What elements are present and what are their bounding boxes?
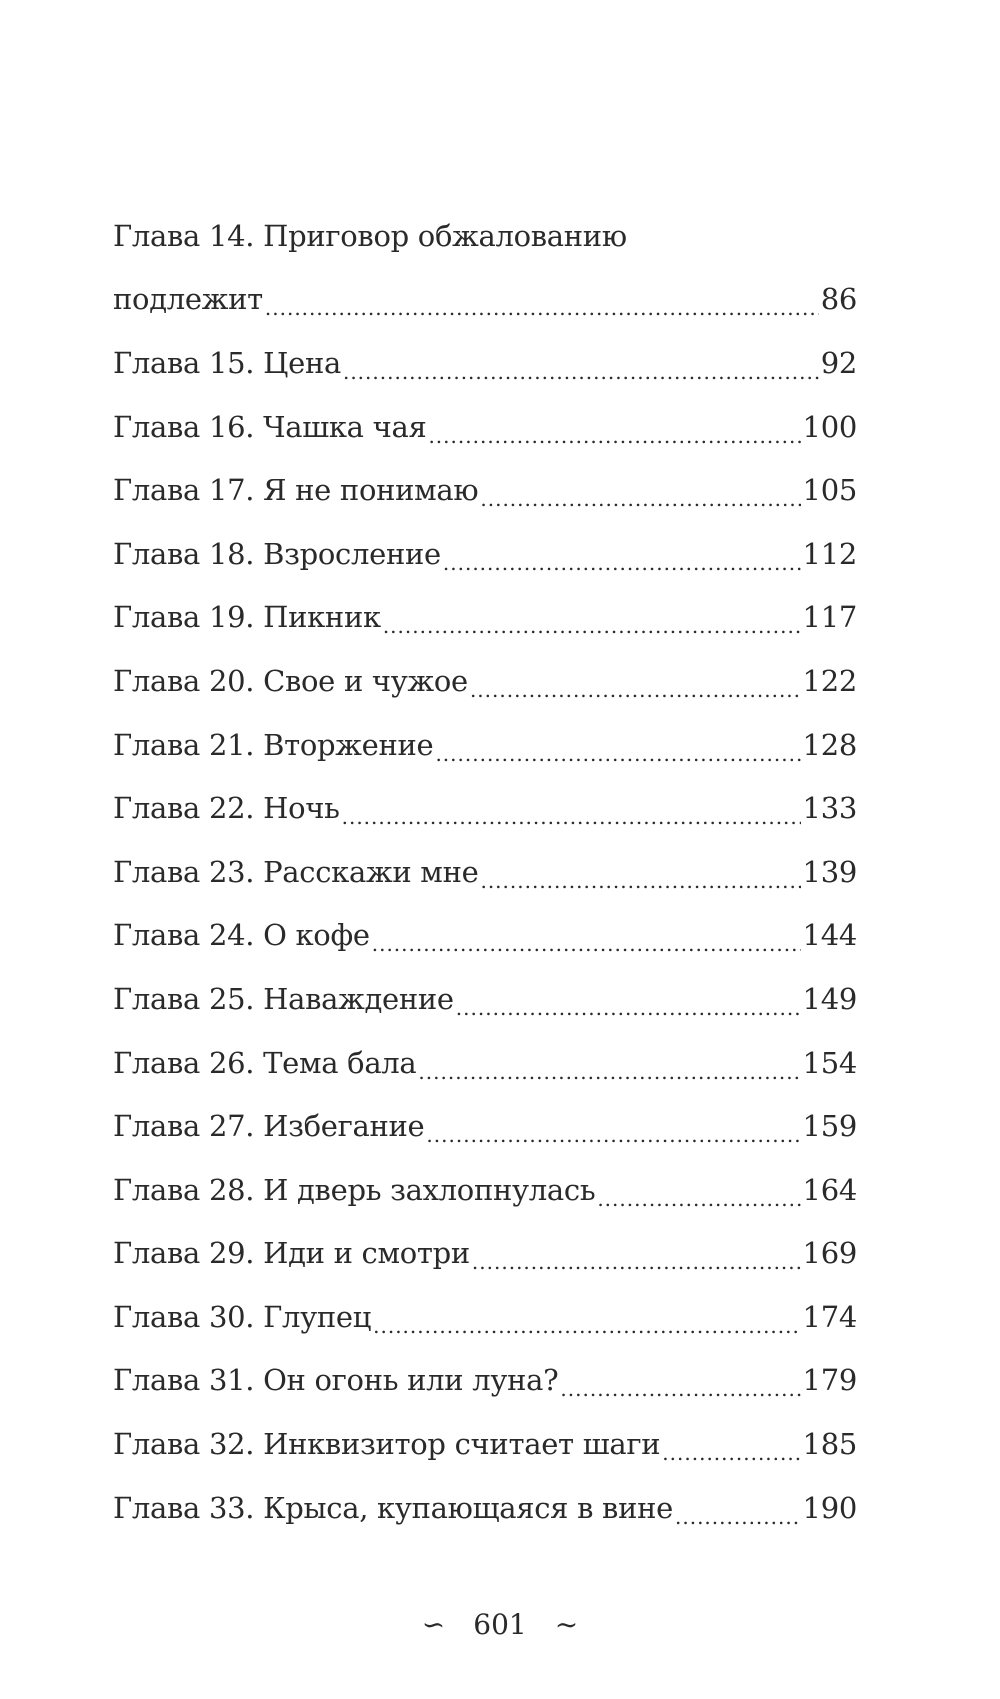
- toc-entry-title: Глава 27. Избегание: [113, 1109, 425, 1144]
- toc-entry-page: 159: [802, 1109, 857, 1144]
- toc-entry: [113, 458, 857, 522]
- toc-entry: [113, 331, 857, 395]
- page-number: 601: [473, 1608, 527, 1641]
- toc-entry: [113, 1031, 857, 1095]
- toc-entry-page: 128: [802, 727, 857, 762]
- dot-leader: [343, 352, 819, 386]
- toc-entry-title: Глава 16. Чашка чая: [113, 409, 427, 444]
- dot-leader: [675, 1497, 801, 1531]
- toc-entry-title: Глава 25. Наваждение: [113, 981, 454, 1016]
- toc-entry-title: Глава 32. Инквизитор считает шаги: [113, 1427, 661, 1462]
- toc-entry-title: Глава 20. Свое и чужое: [113, 663, 468, 698]
- toc-entry-title: Глава 26. Тема бала: [113, 1045, 417, 1080]
- toc-entry: [113, 840, 857, 904]
- toc-entry: [113, 649, 857, 713]
- toc-entry-title: Глава 22. Ночь: [113, 791, 340, 826]
- dot-leader: [426, 1115, 800, 1149]
- toc-entry: [113, 1285, 857, 1349]
- toc-entry-page: 179: [802, 1363, 857, 1398]
- toc-entry-page: 117: [802, 600, 857, 635]
- toc-entry-title: Глава 19. Пикник: [113, 600, 381, 635]
- toc-entry: [113, 395, 857, 459]
- toc-entry: [113, 586, 857, 650]
- toc-entry-title: Глава 31. Он огонь или луна?: [113, 1363, 559, 1398]
- dot-leader: [472, 1242, 801, 1276]
- toc-entry-title: Глава 14. Приговор обжалованию: [113, 218, 627, 253]
- dot-leader: [372, 924, 801, 958]
- toc-entry: [113, 1158, 857, 1222]
- toc-entry-title: Глава 30. Глупец: [113, 1299, 372, 1334]
- dot-leader: [373, 1306, 800, 1340]
- toc-entry-page: 139: [802, 854, 857, 889]
- toc-entry: [113, 967, 857, 1031]
- toc-entry-title: Глава 33. Крыса, купающаяся в вине: [113, 1490, 673, 1525]
- toc-entry-page: 164: [802, 1172, 857, 1207]
- dot-leader: [418, 1052, 800, 1086]
- toc-entry-page: 185: [802, 1427, 857, 1462]
- toc-entry-page: 154: [802, 1045, 857, 1080]
- toc-entry-title: Глава 18. Взросление: [113, 536, 441, 571]
- toc-entry: [113, 1476, 857, 1540]
- dot-leader: [342, 797, 801, 831]
- toc-entry-page: 122: [802, 663, 857, 698]
- toc-entry-title: Глава 17. Я не понимаю: [113, 473, 479, 508]
- toc-entry-page: 174: [802, 1299, 857, 1334]
- toc-entry-title: подлежит: [113, 282, 263, 317]
- toc-entry-page: 190: [802, 1490, 857, 1525]
- toc-entry-page: 92: [820, 345, 857, 380]
- toc-entry-page: 112: [802, 536, 857, 571]
- dot-leader: [265, 288, 819, 322]
- toc-entry-page: 100: [802, 409, 857, 444]
- toc-entry-page: 144: [802, 918, 857, 953]
- page-footer: [0, 1608, 1000, 1641]
- toc-entry-page: 86: [820, 282, 857, 317]
- toc-entry-page: 105: [802, 473, 857, 508]
- toc-entry: [113, 1222, 857, 1286]
- dot-leader: [480, 861, 800, 895]
- toc-entry-title: Глава 21. Вторжение: [113, 727, 434, 762]
- toc-entry: [113, 268, 857, 332]
- dot-leader: [428, 416, 800, 450]
- table-of-contents: [113, 204, 857, 1539]
- toc-entry-title: Глава 15. Цена: [113, 345, 341, 380]
- ornament-right-icon: ∼: [554, 1608, 579, 1641]
- dot-leader: [443, 543, 801, 577]
- ornament-left-icon: ∽: [421, 1608, 446, 1641]
- toc-entry: [113, 1094, 857, 1158]
- toc-entry: [113, 904, 857, 968]
- dot-leader: [480, 479, 800, 513]
- dot-leader: [597, 1179, 800, 1213]
- toc-entry: [113, 776, 857, 840]
- toc-entry: [113, 204, 857, 268]
- toc-entry-title: Глава 23. Расскажи мне: [113, 854, 479, 889]
- toc-entry-page: 169: [802, 1236, 857, 1271]
- dot-leader: [383, 606, 801, 640]
- toc-entry-page: 149: [802, 981, 857, 1016]
- dot-leader: [470, 670, 801, 704]
- dot-leader: [456, 988, 801, 1022]
- toc-entry-title: Глава 29. Иди и смотри: [113, 1236, 470, 1271]
- toc-entry: [113, 1349, 857, 1413]
- toc-entry-title: Глава 24. О кофе: [113, 918, 370, 953]
- dot-leader: [435, 734, 800, 768]
- dot-leader: [560, 1369, 800, 1403]
- toc-entry: [113, 713, 857, 777]
- toc-entry: [113, 522, 857, 586]
- toc-entry-title: Глава 28. И дверь захлопнулась: [113, 1172, 596, 1207]
- toc-entry: [113, 1412, 857, 1476]
- dot-leader: [662, 1433, 800, 1467]
- toc-entry-page: 133: [802, 791, 857, 826]
